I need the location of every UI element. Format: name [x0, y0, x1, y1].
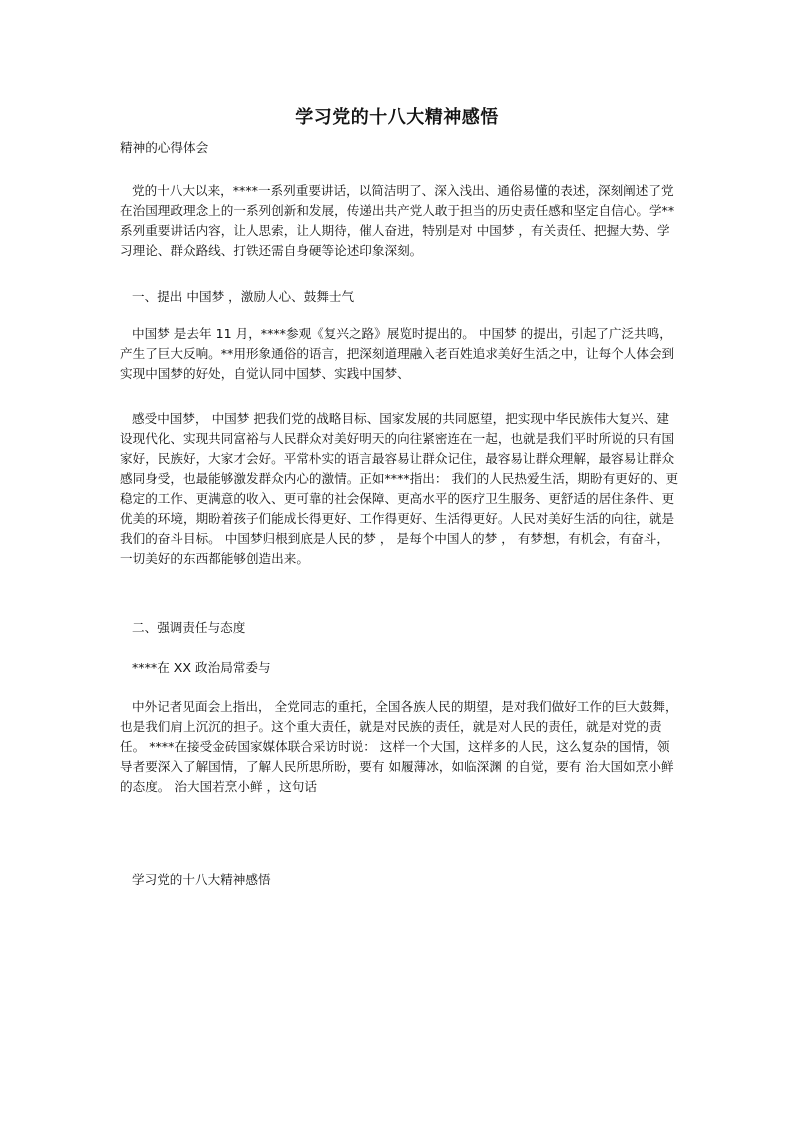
section-heading-2: 二、强调责任与态度 [132, 620, 246, 635]
paragraph-section1-a: 中国梦 是去年 11 月，****参观《复兴之路》展览时提出的。 中国梦 的提出，引起了广泛共鸣，产生了巨大反响。**用形象通俗的语言，把深刻道理融入老百姓追求美好生活之中，让每个人体会到实现中国梦的好处，自觉认同中国梦、实践中国梦、 [120, 326, 675, 381]
document-title: 学习党的十八大精神感悟 [295, 107, 499, 128]
paragraph-intro: 党的十八大以来，****一系列重要讲话，以简洁明了、深入浅出、通俗易懂的表述，深刻阐述了党在治国理政理念上的一系列创新和发展，传递出共产党人敢于担当的历史责任感和坚定自信心。学**系列重要讲话内容，让人思索，让人期待，催人奋进，特别是对 中国梦 ，有关责任、把握大势、学习理论、群众路线、打铁还需自身硬等论述印象深刻。 [120, 183, 675, 258]
paragraph-section2: 中外记者见面会上指出， 全党同志的重托，全国各族人民的期望，是对我们做好工作的巨大鼓舞，也是我们肩上沉沉的担子。这个重大责任，就是对民族的责任，就是对人民的责任，就是对党的责任。 ****在接受金砖国家媒体联合采访时说： 这样一个大国，这样多的人民，这么复杂的国情，领导者要深入了解国情，了解人民所思所盼，要有 如履薄冰，如临深渊 的自觉，要有 治大国如烹小鲜 的态度。 治大国若烹小鲜 ，这句话 [120, 699, 678, 794]
section2-lead-line: ****在 XX 政治局常委与 [132, 660, 271, 675]
section-heading-1: 一、提出 中国梦 ，激励人心、鼓舞士气 [132, 289, 355, 304]
paragraph-section1-b: 感受中国梦， 中国梦 把我们党的战略目标、国家发展的共同愿望，把实现中华民族伟大复兴、建设现代化、实现共同富裕与人民群众对美好明天的向往紧密连在一起，也就是我们平时所说的只有国家好，民族好，大家才会好。平常朴实的语言最容易让群众记住，最容易让群众理解，最容易让群众感同身受，也最能够激发群众内心的激情。正如****指出： 我们的人民热爱生活，期盼有更好的、更稳定的工作、更满意的收入、更可靠的社会保障、更高水平的医疗卫生服务、更舒适的居住条件、更优美的环境，期盼着孩子们能成长得更好、工作得更好、生活得更好。人民对美好生活的向往，就是我们的奋斗目标。 中国梦归根到底是人民的梦 ， 是每个中国人的梦 ， 有梦想，有机会，有奋斗，一切美好的东西都能够创造出来。 [120, 411, 679, 566]
document-subtitle: 精神的心得体会 [120, 140, 209, 155]
footer-title: 学习党的十八大精神感悟 [132, 872, 271, 887]
